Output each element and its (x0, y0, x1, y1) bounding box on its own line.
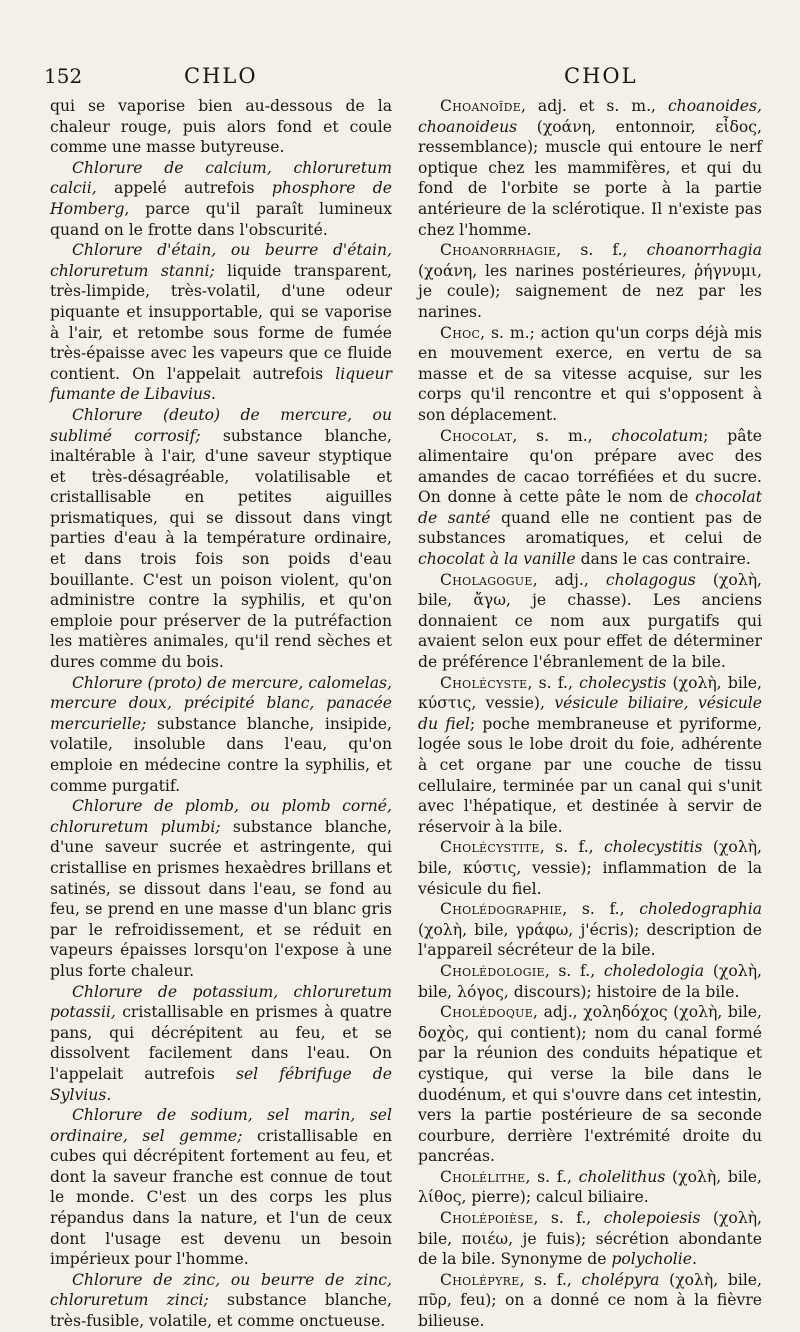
entry-choanoide: Choanoïde, adj. et s. m., choanoides, choanoideus (χοάνη, entonnoir, εἶδος, ressemblance); muscle qui entoure le nerf optique chez les mammifères, et qui du fond de l'orbite se porte à la partie antérieure de la sclérotique. Il n'existe pas chez l'homme. (418, 97, 762, 239)
entry-headword: Chlorure de potassium, chloruretum potassii, (50, 982, 392, 1022)
entry-chlorure-plomb: Chlorure de plomb, ou plomb corné, chloruretum plumbi; substance blanche, d'une saveur sucrée et astringente, qui cristallise en prismes hexaèdres brillans et satinés, se dissout dans l'eau, se fond au feu, se prend en une masse d'un blanc gris par le refroidissement, et se réduit en vapeurs épaisses lorsqu'on l'expose à une plus forte chaleur. (50, 797, 392, 980)
entry-chocolat: Chocolat, s. m., chocolatum; pâte alimentaire qu'on prépare avec des amandes de cacao torréfiées et du sucre. On donne à cette pâte le nom de chocolat de santé quand elle ne contient pas de substances aromatiques, et celui de chocolat à la vanille dans le cas contraire. (418, 426, 762, 569)
entry-cholagogue: Cholagogue, adj., cholagogus (χολὴ, bile, ἄγω, je chasse). Les anciens donnaient ce nom aux purgatifs qui avaient selon eux pour effet de déterminer de préférence l'ébranlement de la bile. (418, 570, 763, 672)
entry-headword: Choanorrhagie (440, 241, 557, 260)
entry-headword: Choc (440, 323, 481, 342)
page-number: 152 (44, 64, 83, 88)
entry-choledologie: Cholédologie, s. f., choledologia (χολὴ, bile, λόγος, discours); histoire de la bile. (418, 961, 762, 1001)
entry-headword: Cholécystite (440, 838, 540, 857)
entry-headword: Cholélithe (440, 1167, 526, 1186)
entry-cholelithe: Cholélithe, s. f., cholelithus (χολὴ, bile, λίθος, pierre); calcul biliaire. (418, 1167, 762, 1207)
entry-chlorure-deuto-mercure: Chlorure (deuto) de mercure, ou sublimé corrosif; substance blanche, inaltérable à l'air, d'une saveur styptique et très-désagréable, volatilisable et cristallisable en petites aiguilles prismatiques, qui se dissout dans vingt parties d'eau à la température ordinaire, et dans trois fois son poids d'eau bouillante. C'est un poison violent, qu'on administre contre la syphilis, et qu'on emploie pour préserver de la putréfaction les matières animales, qu'il rend sèches et dures comme du bois. (50, 405, 392, 672)
left-column (50, 96, 392, 1332)
entry-choanorrhagie: Choanorrhagie, s. f., choanorrhagia (χοάνη, les narines postérieures, ῥήγνυμι, je coule); saignement de nez par les narines. (418, 241, 762, 321)
entry-headword: Chlorure (deuto) de mercure, ou sublimé corrosif; (50, 405, 392, 445)
entry-cholepyre: Cholépyre, s. f., cholépyra (χολὴ, bile, πῦρ, feu); on a donné ce nom à la fièvre bilieuse. (418, 1270, 762, 1331)
entry-headword: Cholécyste (440, 673, 528, 692)
entry-chlorure-potassium: Chlorure de potassium, chloruretum potassii, cristallisable en prismes à quatre pans, qui décrépitent au feu, et se dissolvent facilement dans l'eau. On l'appelait autrefois sel fébrifuge de Sylvius. (50, 982, 393, 1104)
entry-choc: Choc, s. m.; action qu'un corps déjà mis en mouvement exerce, en vertu de sa masse et de sa vitesse acquise, sur les corps qu'il rencontre et qui s'opposent à son déplacement. (418, 323, 762, 424)
entry-headword: Chlorure de calcium, chloruretum calcii, (50, 158, 392, 198)
entry-chlorure-calcium: Chlorure de calcium, chloruretum calcii, appelé autrefois phosphore de Homberg, parce qu'il paraît lumineux quand on le frotte dans l'obscurité. (50, 158, 393, 239)
entry-cholecyste: Cholécyste, s. f., cholecystis (χολὴ, bile, κύστις, vessie), vésicule biliaire, vésicule du fiel; poche membraneuse et pyriforme, logée sous le lobe droit du foie, adhérente à cet organe par une couche de tissu cellulaire, terminée par un canal qui s'unit avec l'hépatique, et destinée à servir de réservoir à la bile. (418, 673, 762, 836)
entry-chlorure-zinc: Chlorure de zinc, ou beurre de zinc, chloruretum zinci; substance blanche, très-fusible, volatile, et comme onctueuse. (50, 1270, 392, 1331)
entry-headword: Chlorure de zinc, ou beurre de zinc, chloruretum zinci; (50, 1270, 392, 1310)
right-column (418, 96, 762, 1332)
entry-headword: Cholépoièse (440, 1209, 534, 1228)
entry-headword: Chlorure d'étain, ou beurre d'étain, chloruretum stanni; (50, 241, 392, 280)
left-running-title: CHLO (184, 64, 258, 88)
entry-chlorure-proto-mercure: Chlorure (proto) de mercure, calomelas, mercure doux, précipité blanc, panacée mercurielle; substance blanche, insipide, volatile, insoluble dans l'eau, qu'on emploie en médecine contre la syphilis, et comme purgatif. (50, 673, 392, 795)
entry-headword: Choanoïde (440, 97, 522, 115)
entry-headword: Chlorure de plomb, ou plomb corné, chloruretum plumbi; (50, 797, 392, 836)
entry-choledoque: Cholédoque, adj., χοληδόχος (χολὴ, bile, δοχὸς, qui contient); nom du canal formé par la réunion des conduits hépatique et cystique, qui verse la bile dans le duodénum, et qui s'ouvre dans cet intestin, vers la partie postérieure de sa seconde courbure, derrière l'extrémité droite du pancréas. (418, 1003, 762, 1166)
entry-headword: Cholépyre (440, 1270, 520, 1289)
entry-headword: Chlorure de sodium, sel marin, sel ordinaire, sel gemme; (50, 1106, 392, 1145)
entry-headword: Chocolat (440, 426, 513, 445)
entry-cholecystite: Cholécystite, s. f., cholecystitis (χολὴ, bile, κύστις, vessie); inflammation de la vésicule du fiel. (418, 838, 763, 898)
entry-chlorure-sodium: Chlorure de sodium, sel marin, sel ordinaire, sel gemme; cristallisable en cubes qui décrépitent fortement au feu, et dont la saveur franche est connue de tout le monde. C'est un des corps les plus répandus dans la nature, et l'un de ceux dont l'usage est devenu un besoin impérieux pour l'homme. (50, 1106, 392, 1269)
entry-choledographie: Cholédographie, s. f., choledographia (χολὴ, bile, γράφω, j'écris); description de l'appareil sécréteur de la bile. (418, 900, 762, 960)
entry-cholepoiese: Cholépoièse, s. f., cholepoiesis (χολὴ, bile, ποιέω, je fuis); sécrétion abondante de la bile. Synonyme de polycholie. (418, 1209, 762, 1269)
right-running-title: CHOL (564, 64, 638, 88)
page-header (44, 64, 776, 96)
entry-headword: Cholagogue (440, 570, 533, 589)
entry-headword: Cholédologie (440, 961, 545, 980)
entry-headword: Cholédographie (440, 900, 563, 919)
entry-continuation: qui se vaporise bien au-dessous de la chaleur rouge, puis alors fond et coule comme une masse butyreuse. (50, 97, 392, 157)
entry-headword: Chlorure (proto) de mercure, calomelas, mercure doux, précipité blanc, panacée mercurielle; (50, 673, 392, 733)
entry-headword: Cholédoque (440, 1003, 534, 1022)
entry-chlorure-etain: Chlorure d'étain, ou beurre d'étain, chloruretum stanni; liquide transparent, très-limpide, très-volatil, d'une odeur piquante et insupportable, qui se vaporise à l'air, et retombe sous forme de fumée très-épaisse avec les vapeurs que ce fluide contient. On l'appelait autrefois liqueur fumante de Libavius. (50, 241, 392, 404)
